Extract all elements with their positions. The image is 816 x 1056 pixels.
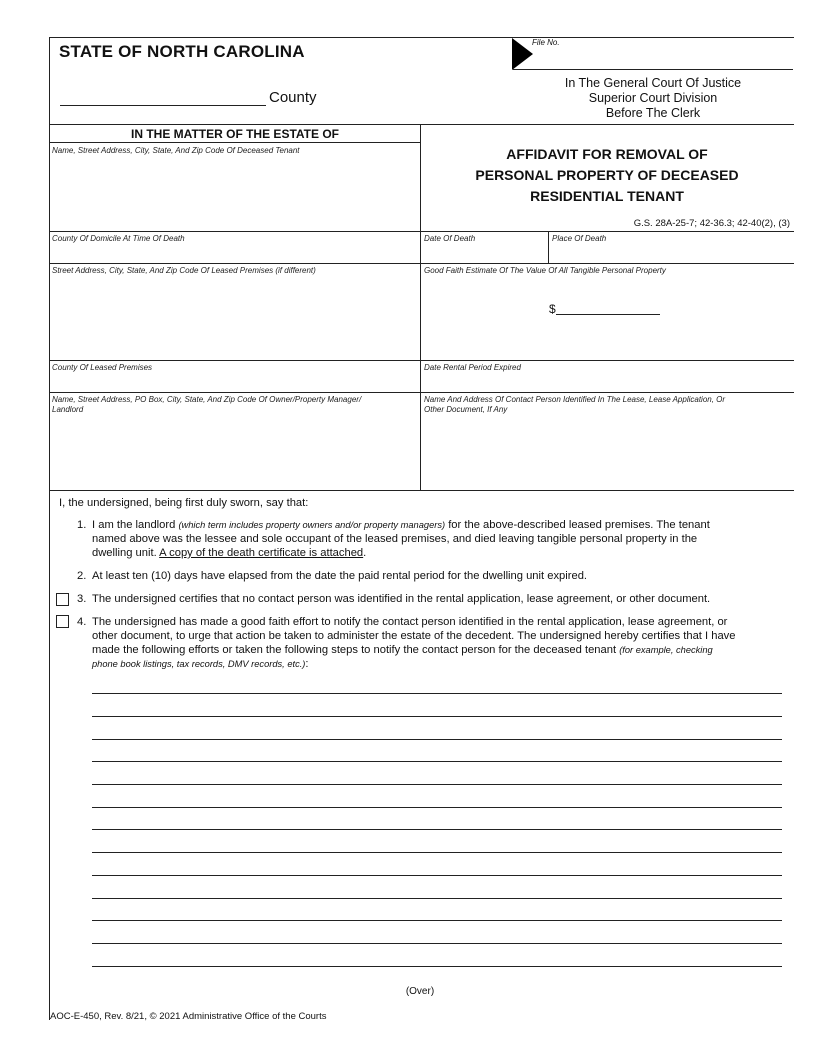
- item-4-line-4: [92, 657, 309, 671]
- state-title: STATE OF NORTH CAROLINA: [59, 42, 305, 61]
- item-2-text: At least ten (10) days have elapsed from the date the paid rental period for the dwelling unit expired.: [92, 570, 588, 582]
- property-value-label: Good Faith Estimate Of The Value Of All Tangible Personal Property: [424, 266, 666, 275]
- writing-line[interactable]: [92, 920, 782, 921]
- form-identifier: AOC-E-450, Rev. 8/21, © 2021 Administrative Office of the Courts: [50, 1011, 327, 1022]
- item-4-line-3: [92, 643, 713, 657]
- writing-line[interactable]: [92, 716, 782, 717]
- form-title-line-2: PERSONAL PROPERTY OF DECEASED: [475, 167, 739, 183]
- writing-line[interactable]: [92, 852, 782, 853]
- dollar-sign: $: [549, 302, 556, 316]
- form-title: [421, 144, 793, 207]
- county-domicile-label: County Of Domicile At Time Of Death: [52, 234, 185, 243]
- death-divider: [548, 231, 549, 263]
- left-border: [49, 37, 50, 1020]
- county-underline: [60, 105, 266, 106]
- item-4-checkbox[interactable]: [56, 615, 69, 628]
- value-underline: [556, 314, 660, 315]
- item-4-line-3-italic: (for example, checking: [619, 645, 713, 655]
- form-title-line-3: RESIDENTIAL TENANT: [530, 188, 684, 204]
- item-3-checkbox[interactable]: [56, 593, 69, 606]
- statute-reference: G.S. 28A-25-7; 42-36.3; 42-40(2), (3): [633, 218, 790, 229]
- item-1-line-3-a: dwelling unit.: [92, 547, 160, 559]
- death-certificate-note: A copy of the death certificate is attached: [159, 547, 364, 559]
- item-4-line-4-b: :: [305, 658, 309, 670]
- row-rule-5: [49, 490, 794, 491]
- row-rule-3: [49, 360, 794, 361]
- item-1-line-1: [92, 518, 710, 532]
- estate-heading: IN THE MATTER OF THE ESTATE OF: [131, 127, 339, 141]
- header-bottom-rule: [49, 124, 794, 125]
- form-title-line-1: AFFIDAVIT FOR REMOVAL OF: [506, 146, 708, 162]
- item-1-text-a: I am the landlord: [92, 519, 179, 531]
- county-label: County: [269, 89, 317, 106]
- item-1-line-3: [92, 546, 366, 560]
- leased-address-label: Street Address, City, State, And Zip Code Of Leased Premises (if different): [52, 266, 316, 275]
- file-no-arrow-icon: [512, 38, 533, 70]
- writing-line[interactable]: [92, 898, 782, 899]
- writing-line[interactable]: [92, 966, 782, 967]
- item-1-text-b: for the above-described leased premises. The tenant: [445, 519, 710, 531]
- item-3-number: 3.: [77, 593, 87, 605]
- item-3-text: The undersigned certifies that no contact person was identified in the rental application, lease agreement, or other document.: [92, 593, 711, 605]
- row-rule-2: [49, 263, 794, 264]
- item-1-line-3-b: .: [363, 547, 367, 559]
- item-1-number: 1.: [77, 519, 87, 531]
- owner-label-line-1: Name, Street Address, PO Box, City, State, And Zip Code Of Owner/Property Manager/: [52, 395, 362, 404]
- court-line-3: Before The Clerk: [605, 106, 701, 120]
- writing-line[interactable]: [92, 761, 782, 762]
- contact-label-line-1: Name And Address Of Contact Person Identified In The Lease, Lease Application, Or: [424, 395, 726, 404]
- item-2-number: 2.: [77, 570, 87, 582]
- row-rule-4: [49, 392, 794, 393]
- item-4-line-4-italic: phone book listings, tax records, DMV records, etc.): [92, 659, 306, 669]
- court-line-1: In The General Court Of Justice: [564, 76, 742, 90]
- writing-line[interactable]: [92, 693, 782, 694]
- estate-heading-rule: [49, 142, 421, 143]
- affidavit-intro: I, the undersigned, being first duly sworn, say that:: [59, 497, 309, 509]
- place-of-death-label: Place Of Death: [552, 234, 607, 243]
- contact-label-line-2: Other Document, If Any: [424, 404, 508, 414]
- deceased-tenant-label: Name, Street Address, City, State, And Zip Code Of Deceased Tenant: [52, 146, 300, 155]
- over-note: (Over): [405, 986, 435, 997]
- item-1-line-2: named above was the lessee and sole occupant of the leased premises, and died leaving tangible personal property in the: [92, 533, 698, 545]
- date-rental-expired-label: Date Rental Period Expired: [424, 363, 521, 372]
- date-of-death-label: Date Of Death: [424, 234, 476, 243]
- top-rule: [49, 37, 794, 38]
- court-line-2: Superior Court Division: [588, 91, 718, 105]
- file-no-label: File No.: [532, 38, 560, 47]
- item-4-line-1: The undersigned has made a good faith effort to notify the contact person identified in the rental application, lease agreement, or: [92, 616, 728, 628]
- writing-line[interactable]: [92, 784, 782, 785]
- file-no-rule: [513, 69, 793, 70]
- writing-line[interactable]: [92, 943, 782, 944]
- item-4-line-2: other document, to urge that action be taken to administer the estate of the decedent. The undersigned hereby certifies that I have: [92, 630, 736, 642]
- item-4-line-3-a: made the following efforts or taken the following steps to notify the contact person for the deceased tenant: [92, 644, 620, 656]
- writing-line[interactable]: [92, 875, 782, 876]
- county-leased-label: County Of Leased Premises: [52, 363, 153, 372]
- row-rule-1: [49, 231, 794, 232]
- writing-line[interactable]: [92, 807, 782, 808]
- writing-line[interactable]: [92, 829, 782, 830]
- item-4-number: 4.: [77, 616, 87, 628]
- owner-label-line-2: Landlord: [52, 404, 84, 414]
- writing-line[interactable]: [92, 739, 782, 740]
- item-1-italic: (which term includes property owners and/or property managers): [178, 520, 446, 530]
